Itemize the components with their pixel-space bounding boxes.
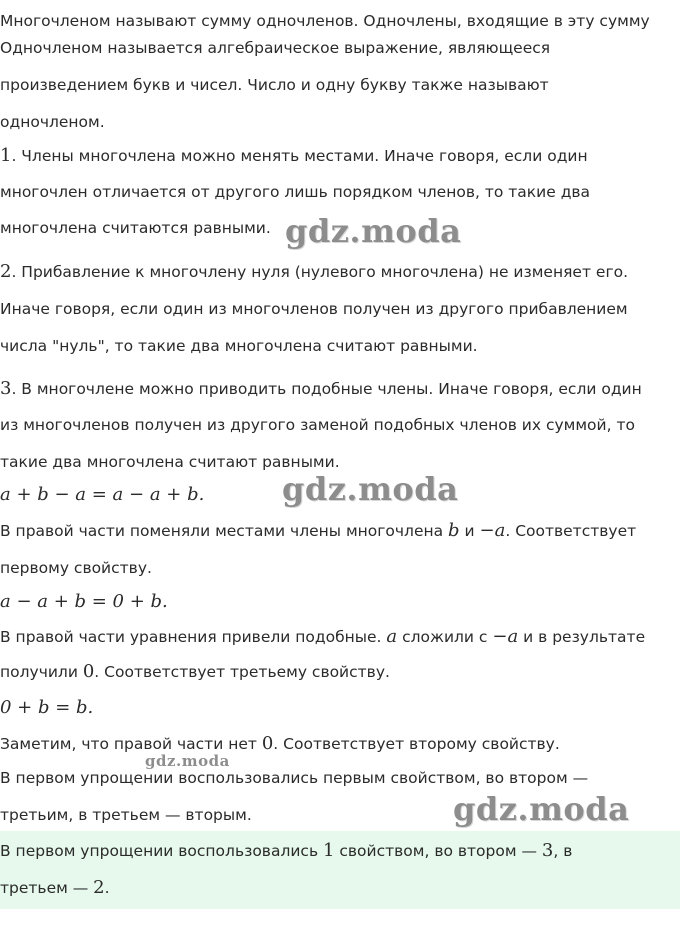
math-text: −a: [492, 626, 519, 647]
text-line: Многочленом называют сумму одночленов. Одночлены, входящие в эту сумму: [0, 12, 650, 30]
explanation-1-line: [0, 521, 636, 541]
equation-text: 0 + b = b.: [0, 697, 94, 718]
math-variable: [492, 626, 518, 647]
equation-text: a − a + b = 0 + b.: [0, 591, 168, 612]
text-span: и в результате: [518, 628, 646, 646]
text-span: . Соответствует третьему свойству.: [94, 663, 390, 681]
text-line: одночленом.: [0, 113, 105, 131]
text-span: получили: [0, 663, 83, 681]
text-line: Иначе говоря, если один из многочленов получен из другого прибавлением: [0, 300, 628, 318]
text-line: такие два многочлена считают равными.: [0, 453, 340, 471]
math-variable: [386, 626, 397, 647]
text-span: сложили с: [397, 628, 493, 646]
answer-number: 1: [323, 840, 335, 861]
answer-line: [0, 878, 110, 898]
text-span: . Члены многочлена можно менять местами. Иначе говоря, если один: [11, 147, 588, 165]
explanation-2-line: [0, 627, 645, 647]
equation-2: [0, 592, 168, 612]
answer-number: 2: [93, 877, 105, 898]
property-2-line: [0, 262, 628, 282]
answer-line: [0, 841, 572, 861]
property-number: 2: [0, 261, 12, 282]
text-line: первому свойству.: [0, 559, 152, 577]
property-1-line: [0, 146, 588, 166]
math-number: 0: [82, 661, 95, 682]
watermark-logo: gdz.moda: [145, 752, 230, 770]
text-line: многочлена считаются равными.: [0, 219, 271, 237]
text-span: , в: [553, 842, 573, 860]
summary-line: В первом упрощении воспользовались первым свойством, во втором —: [0, 769, 589, 787]
equation-1: [0, 485, 204, 505]
equation-text: a + b − a = a − a + b.: [0, 484, 205, 505]
watermark-logo: gdz.moda: [282, 470, 459, 508]
text-span: В правой части уравнения привели подобные.: [0, 628, 387, 646]
equation-3: [0, 698, 93, 718]
property-number: 1: [0, 145, 12, 166]
text-line: из многочленов получен из другого заменой подобных членов их суммой, то: [0, 416, 635, 434]
math-text: −a: [479, 520, 506, 541]
explanation-3-line: [0, 734, 560, 754]
text-span: . Соответствует второму свойству.: [273, 735, 560, 753]
watermark-logo: gdz.moda: [285, 212, 462, 250]
math-number: 0: [261, 733, 274, 754]
explanation-2-cont: [0, 662, 390, 682]
text-line: произведением букв и чисел. Число и одну букву также называют: [0, 76, 549, 94]
math-text: a: [386, 626, 398, 647]
text-span: . Соответствует: [505, 522, 637, 540]
text-span: свойством, во втором —: [334, 842, 542, 860]
text-span: В первом упрощении воспользовались: [0, 842, 324, 860]
math-text: b: [448, 520, 460, 541]
property-3-line: [0, 379, 642, 399]
text-span: . Прибавление к многочлену нуля (нулевого многочлена) не изменяет его.: [11, 263, 629, 281]
text-line: Одночленом называется алгебраическое выражение, являющееся: [0, 39, 551, 57]
summary-line: третьим, в третьем — вторым.: [0, 806, 252, 824]
property-number: 3: [0, 378, 12, 399]
text-span: . В многочлене можно приводить подобные члены. Иначе говоря, если один: [11, 380, 642, 398]
answer-number: 3: [541, 840, 554, 861]
watermark-logo: gdz.moda: [453, 790, 630, 828]
text-line: многочлен отличается от другого лишь порядком членов, то такие два: [0, 183, 591, 201]
math-variable: [480, 520, 506, 541]
text-span: Заметим, что правой части нет: [0, 735, 262, 753]
text-span: третьем —: [0, 879, 94, 897]
text-span: .: [104, 879, 110, 897]
text-span: В правой части поменяли местами члены многочлена: [0, 522, 449, 540]
math-variable: [448, 520, 460, 541]
text-line: числа "нуль", то такие два многочлена считают равными.: [0, 337, 478, 355]
text-span: и: [459, 522, 480, 540]
